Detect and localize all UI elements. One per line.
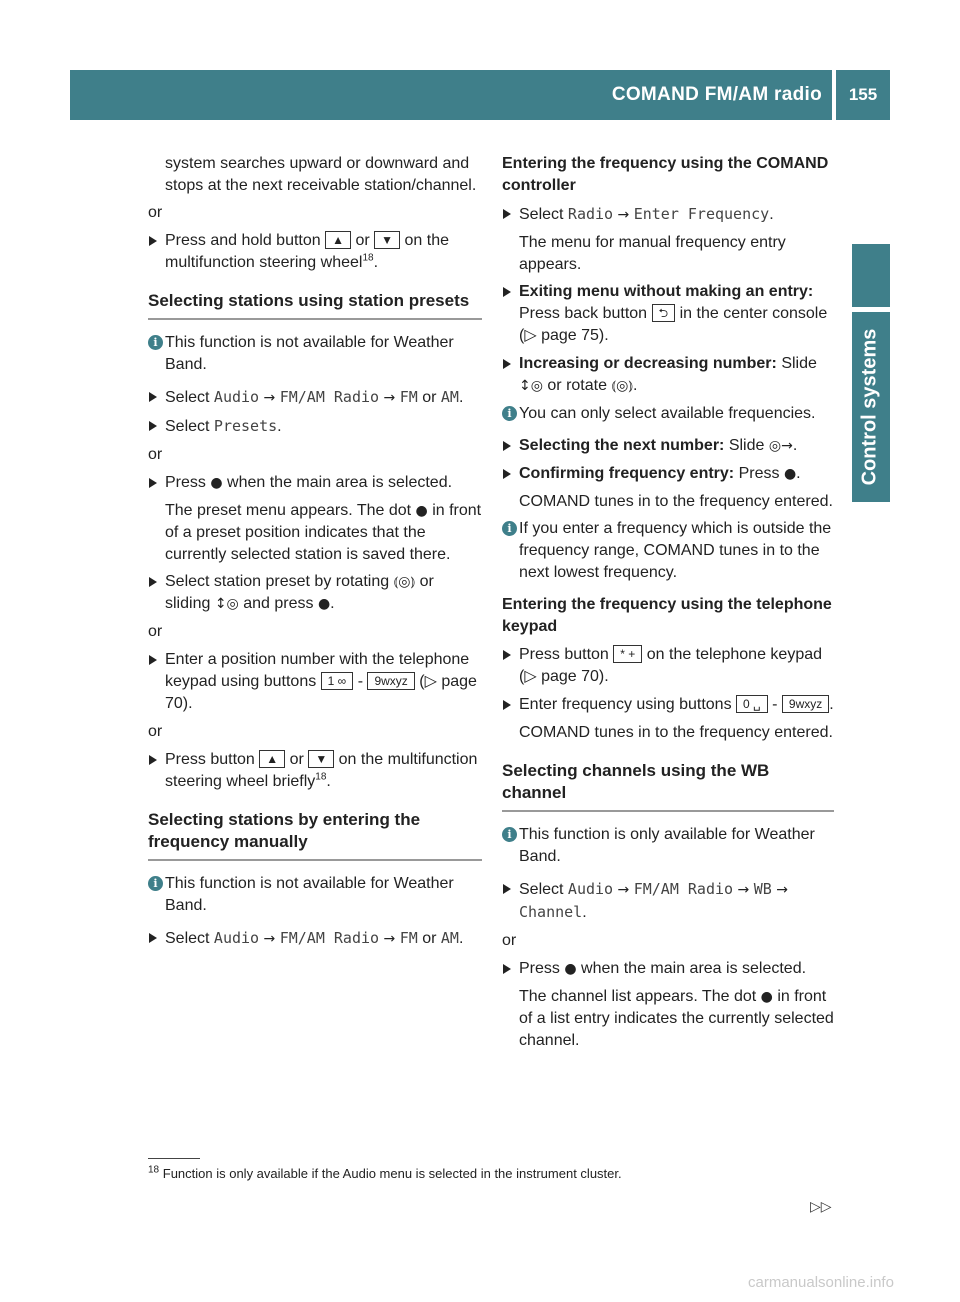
menu-fm-am-radio: FM/AM Radio [633, 880, 734, 898]
info-icon: i [148, 335, 163, 350]
menu-fm-am-radio: FM/AM Radio [279, 929, 380, 947]
arrow-icon: → [737, 882, 750, 898]
sidebar-tab-label: Control systems [858, 328, 881, 486]
chapter-title: COMAND FM/AM radio [611, 84, 822, 105]
info-note: i If you enter a frequency which is outside the frequency range, COMAND tunes in to the next lowest frequency. [502, 518, 834, 584]
page-number: 155 [836, 70, 890, 120]
step-item: Select Presets. [148, 415, 482, 438]
step-item: Selecting the next number: Slide ◎→. [502, 435, 834, 457]
paragraph: system searches upward or downward and stops at the next receivable station/channel. [165, 155, 477, 194]
step-item: Enter a position number with the telephone keypad using buttons 1 ∞ - 9wxyz (▷ page 70). [148, 649, 482, 715]
arrow-icon: → [263, 931, 276, 947]
slide-right-icon: ◎→ [768, 438, 793, 454]
or-text: or [148, 723, 163, 740]
menu-am: AM [440, 929, 459, 947]
left-column [148, 153, 482, 956]
step-item: Press and hold button ▲ or ▼ on the multifunction steering wheel$^{18}$. [148, 230, 482, 274]
key-9-icon: 9wxyz [782, 695, 829, 713]
rotate-controller-icon: ⦅◎⦆ [393, 574, 416, 590]
header-bar [70, 70, 832, 120]
or-text: or [148, 623, 163, 640]
menu-fm: FM [399, 929, 418, 947]
right-column [502, 153, 834, 1057]
menu-radio: Radio [567, 205, 614, 223]
dot-icon: ● [415, 503, 428, 519]
step-item: Press ● when the main area is selected. [148, 472, 482, 494]
step-item: Exiting menu without making an entry: Press back button ⮌ in the center console (▷ page 75). [502, 281, 834, 347]
step-item: Confirming frequency entry: Press ●. [502, 463, 834, 485]
footnote-number: 18 [148, 1164, 160, 1176]
menu-audio: Audio [213, 388, 260, 406]
menu-enter-frequency: Enter Frequency [633, 205, 770, 223]
menu-presets: Presets [213, 417, 278, 435]
step-item: Select Audio → FM/AM Radio → FM or AM. [148, 386, 482, 409]
step-item: Enter frequency using buttons 0 ␣ - 9wxyz . [502, 694, 834, 716]
slide-updown-icon: ↕◎ [214, 596, 239, 612]
step-item: Select Radio → Enter Frequency. [502, 203, 834, 226]
press-controller-icon: ● [564, 961, 577, 977]
or-text: or [502, 932, 517, 949]
press-controller-icon: ● [210, 475, 223, 491]
slide-updown-icon: ↕◎ [519, 378, 543, 394]
step-item: Select Audio → FM/AM Radio → FM or AM. [148, 927, 482, 950]
next-page-icon: ▷▷ [810, 1198, 832, 1214]
paragraph: The menu for manual frequency entry appears. [519, 234, 786, 273]
section-heading: Selecting stations using station presets [148, 290, 482, 320]
key-9-icon: 9wxyz [367, 672, 414, 690]
menu-fm: FM [399, 388, 418, 406]
section-heading: Selecting stations by entering the frequency manually [148, 809, 482, 861]
arrow-icon: → [617, 882, 630, 898]
step-item: Press button * + on the telephone keypad (▷ page 70). [502, 644, 834, 688]
key-0-icon: 0 ␣ [736, 695, 768, 713]
menu-audio: Audio [567, 880, 614, 898]
footnote-text: Function is only available if the Audio menu is selected in the instrument cluster. [162, 1166, 622, 1181]
step-item: Select Audio → FM/AM Radio → WB → Channel. [502, 878, 834, 924]
menu-wb: WB [753, 880, 772, 898]
arrow-icon: → [776, 882, 788, 898]
info-note: i You can only select available frequencies. [502, 403, 834, 425]
menu-channel: Channel [519, 903, 583, 921]
down-key-icon: ▼ [374, 231, 400, 249]
info-icon: i [502, 827, 517, 842]
step-item: Increasing or decreasing number: Slide ↕◎ or rotate ⦅◎⦆. [502, 353, 834, 397]
or-text: or [148, 204, 163, 221]
menu-fm-am-radio: FM/AM Radio [279, 388, 380, 406]
section-subheading: Entering the frequency using the COMAND controller [502, 155, 829, 194]
press-controller-icon: ● [783, 466, 797, 482]
step-item: Select station preset by rotating ⦅◎⦆ or sliding ↕◎ and press ●. [148, 571, 482, 615]
back-key-icon: ⮌ [652, 304, 676, 322]
down-key-icon: ▼ [308, 750, 334, 768]
info-note: i This function is only available for Weather Band. [502, 824, 834, 868]
arrow-icon: → [383, 931, 396, 947]
paragraph: The channel list appears. The dot ● in front of a list entry indicates the currently selected channel. [519, 988, 834, 1049]
section-heading: Selecting channels using the WB channel [502, 760, 834, 812]
menu-audio: Audio [213, 929, 260, 947]
paragraph: COMAND tunes in to the frequency entered. [519, 493, 833, 510]
footnote [148, 1166, 622, 1181]
footnote-ref: 18 [362, 252, 374, 264]
info-icon: i [148, 876, 163, 891]
step-item: Press button ▲ or ▼ on the multifunction steering wheel briefly$^{18}$. [148, 749, 482, 793]
footnote-ref: 18 [315, 771, 327, 783]
rotate-controller-icon: ⦅◎⦆ [611, 378, 633, 394]
arrow-icon: → [263, 390, 276, 406]
sidebar-tab [852, 312, 890, 502]
step-item: Press ● when the main area is selected. [502, 958, 834, 980]
up-key-icon: ▲ [325, 231, 351, 249]
footnote-rule [148, 1158, 200, 1159]
menu-am: AM [440, 388, 459, 406]
dot-icon: ● [760, 989, 773, 1005]
or-text: or [148, 446, 163, 463]
sidebar-marker [852, 244, 890, 307]
paragraph: COMAND tunes in to the frequency entered. [519, 724, 833, 741]
paragraph: The preset menu appears. The dot ● in front of a preset position indicates that the currently selected station is saved there. [165, 502, 482, 563]
info-note: i This function is not available for Weather Band. [148, 332, 482, 376]
watermark: carmanualsonline.info [748, 1274, 894, 1291]
info-icon: i [502, 521, 517, 536]
arrow-icon: → [383, 390, 396, 406]
section-subheading: Entering the frequency using the telephone keypad [502, 596, 832, 635]
arrow-icon: → [617, 207, 630, 223]
key-star-icon: * + [613, 645, 642, 663]
info-note: i This function is not available for Weather Band. [148, 873, 482, 917]
info-icon: i [502, 406, 517, 421]
up-key-icon: ▲ [259, 750, 285, 768]
press-controller-icon: ● [317, 596, 331, 612]
key-1-icon: 1 ∞ [321, 672, 354, 690]
